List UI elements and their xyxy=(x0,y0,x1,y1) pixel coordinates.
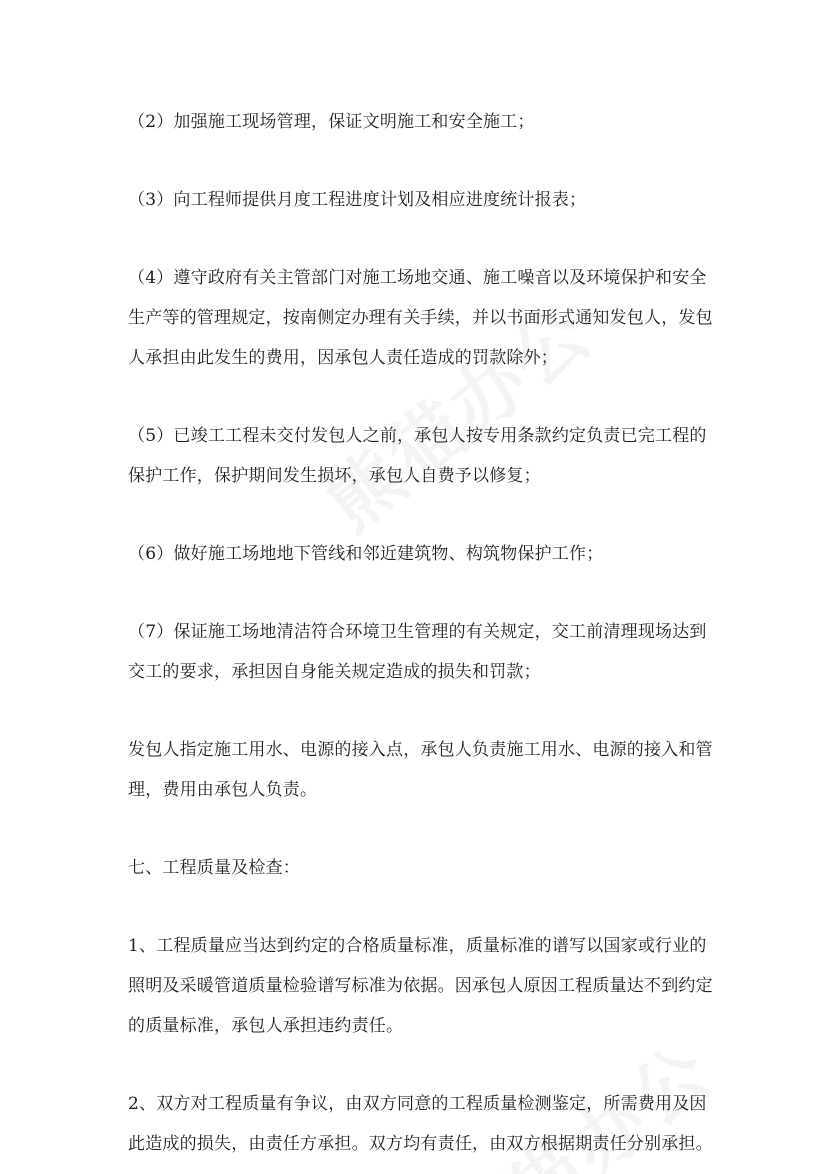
section-heading-quality: 七、工程质量及检查： xyxy=(128,858,300,878)
paragraph-quality-2: 2、双方对工程质量有争议，由双方同意的工程质量检测鉴定，所需费用及因此造成的损失，由责任方承担。双方均有责任，由双方根据期责任分别承担。 xyxy=(128,1094,713,1154)
paragraph-item-7: （7）保证施工场地清洁符合环境卫生管理的有关规定，交工前清理现场达到交工的要求，承担因自身能关规定造成的损失和罚款； xyxy=(128,622,707,682)
paragraph-item-2: （2）加强施工现场管理，保证文明施工和安全施工； xyxy=(128,112,535,132)
paragraph-item-3: （3）向工程师提供月度工程进度计划及相应进度统计报表； xyxy=(128,190,587,210)
paragraph-quality-1: 1、工程质量应当达到约定的合格质量标准，质量标准的谱写以国家或行业的照明及采暖管道质量检验谱写标准为依据。因承包人原因工程质量达不到约定的质量标准，承包人承担违约责任。 xyxy=(128,936,713,1036)
paragraph-item-5: （5）已竣工工程未交付发包人之前，承包人按专用条款约定负责已完工程的保护工作，保护期间发生损坏，承包人自费予以修复； xyxy=(128,426,707,486)
paragraph-item-4: （4）遵守政府有关主管部门对施工场地交通、施工噪音以及环境保护和安全生产等的管理规定，按南侧定办理有关手续，并以书面形式通知发包人，发包人承担由此发生的费用，因承包人责任造成的罚款除外； xyxy=(128,268,713,368)
document-body xyxy=(128,102,718,1174)
paragraph-item-6: （6）做好施工场地地下管线和邻近建筑物、构筑物保护工作； xyxy=(128,544,604,564)
paragraph-water-power: 发包人指定施工用水、电源的接入点，承包人负责施工用水、电源的接入和管理，费用由承包人负责。 xyxy=(128,740,713,800)
